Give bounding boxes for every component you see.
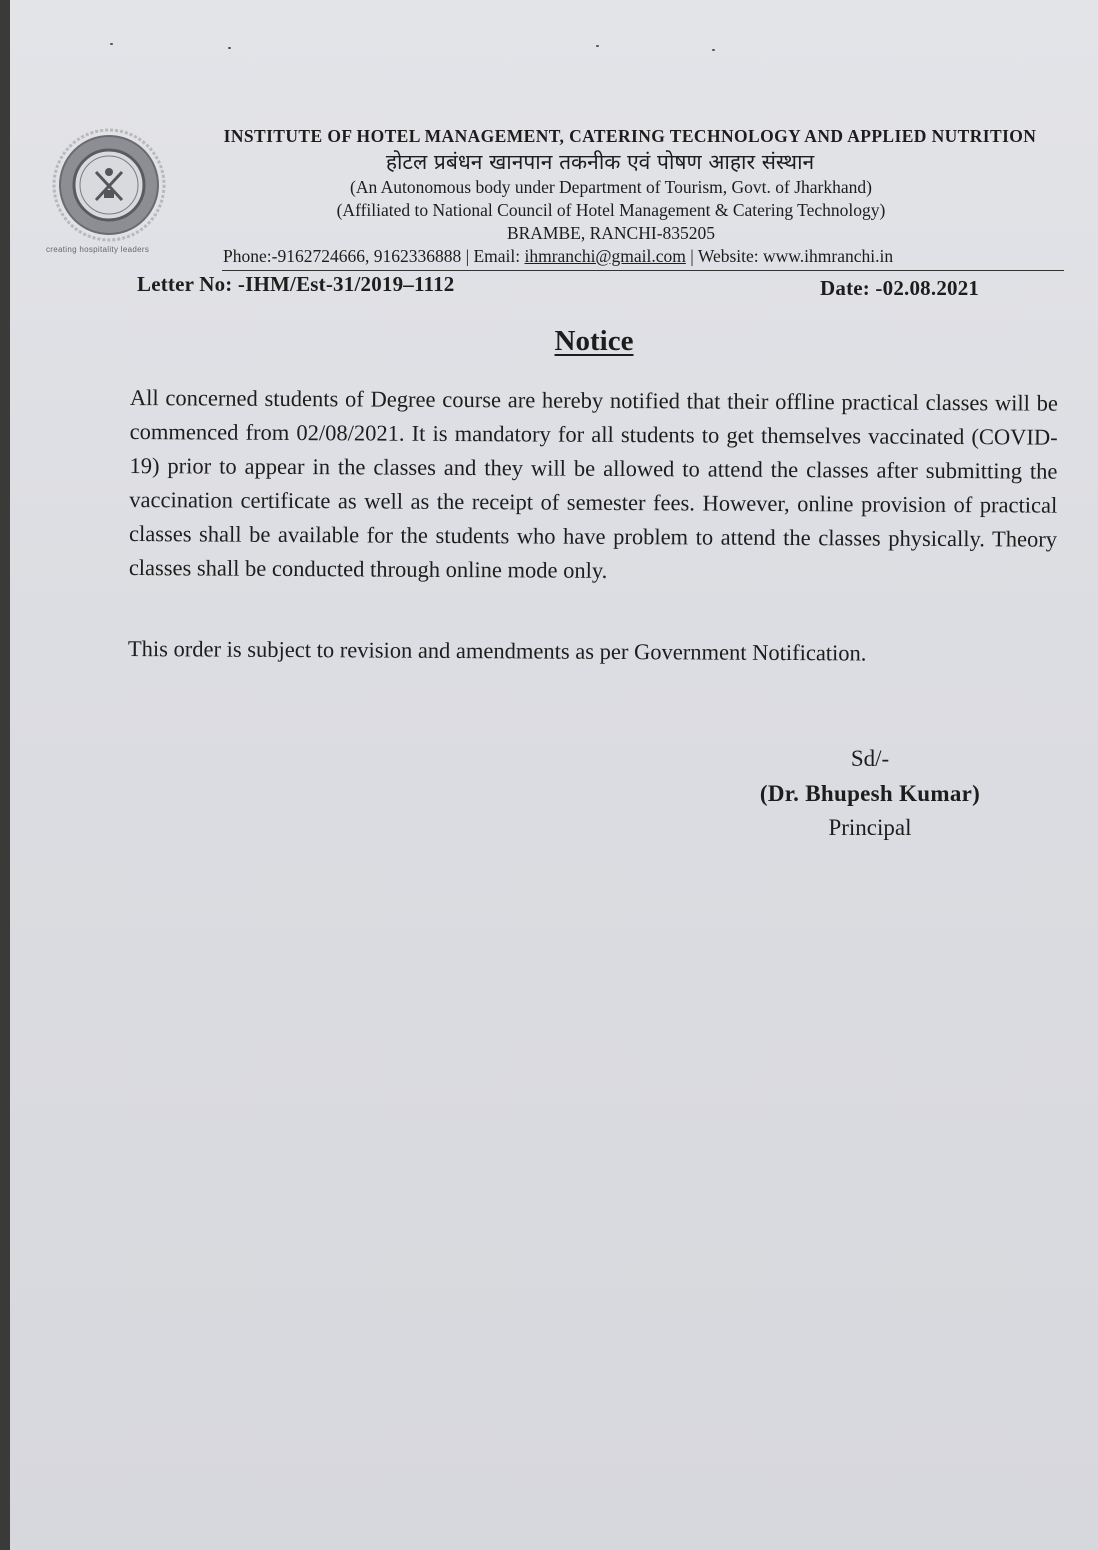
paper-speck — [712, 49, 715, 51]
document-page — [10, 0, 1098, 1550]
signature-mark: Sd/- — [850, 746, 890, 771]
letter-date: Date: -02.08.2021 — [820, 276, 980, 300]
notice-body: All concerned students of Degree course are hereby notified that their offline practical classes will be commenced from 02/08/2021. It is mandatory for all students to get themselves vaccinated (COVID-19) prior to appear in the classes and they will be allowed to attend the classes after submitting the vaccination certificate as well as the receipt of semester fees. However, online provision of practical classes shall be available for the students who have problem to attend the classes physically. Theory classes shall be conducted through online mode only. — [128, 384, 1058, 583]
notice-title: Notice — [554, 325, 634, 357]
institute-logo — [52, 128, 166, 242]
paper-speck — [110, 43, 113, 45]
order-statement: This order is subject to revision and amendments as per Government Notification. — [127, 636, 867, 666]
autonomous-body-line: (An Autonomous body under Department of Tourism, Govt. of Jharkhand) — [350, 177, 872, 197]
website-text: | Website: www.ihmranchi.in — [685, 246, 894, 266]
header-divider — [222, 270, 1064, 271]
signatory-name: (Dr. Bhupesh Kumar) — [759, 781, 981, 806]
address-line: BRAMBE, RANCHI-835205 — [506, 223, 716, 243]
signatory-designation: Principal — [828, 815, 912, 840]
institute-name: INSTITUTE OF HOTEL MANAGEMENT, CATERING TECHNOLOGY AND APPLIED NUTRITION — [223, 126, 1037, 146]
letterhead — [200, 124, 1060, 245]
paper-speck — [228, 47, 231, 49]
letter-number: Letter No: -IHM/Est-31/2019–1112 — [137, 272, 455, 296]
affiliation-line: (Affiliated to National Council of Hotel Management & Catering Technology) — [336, 200, 886, 220]
contact-line — [223, 246, 893, 267]
phone-text: Phone:-9162724666, 9162336888 | Email: — [223, 246, 525, 266]
paper-speck — [596, 45, 599, 47]
logo-tagline: creating hospitality leaders — [46, 245, 150, 254]
email-link[interactable]: ihmranchi@gmail.com — [524, 246, 686, 266]
institute-name-hindi: होटल प्रबंधन खानपान तकनीक एवं पोषण आहार संस्थान — [385, 150, 815, 174]
